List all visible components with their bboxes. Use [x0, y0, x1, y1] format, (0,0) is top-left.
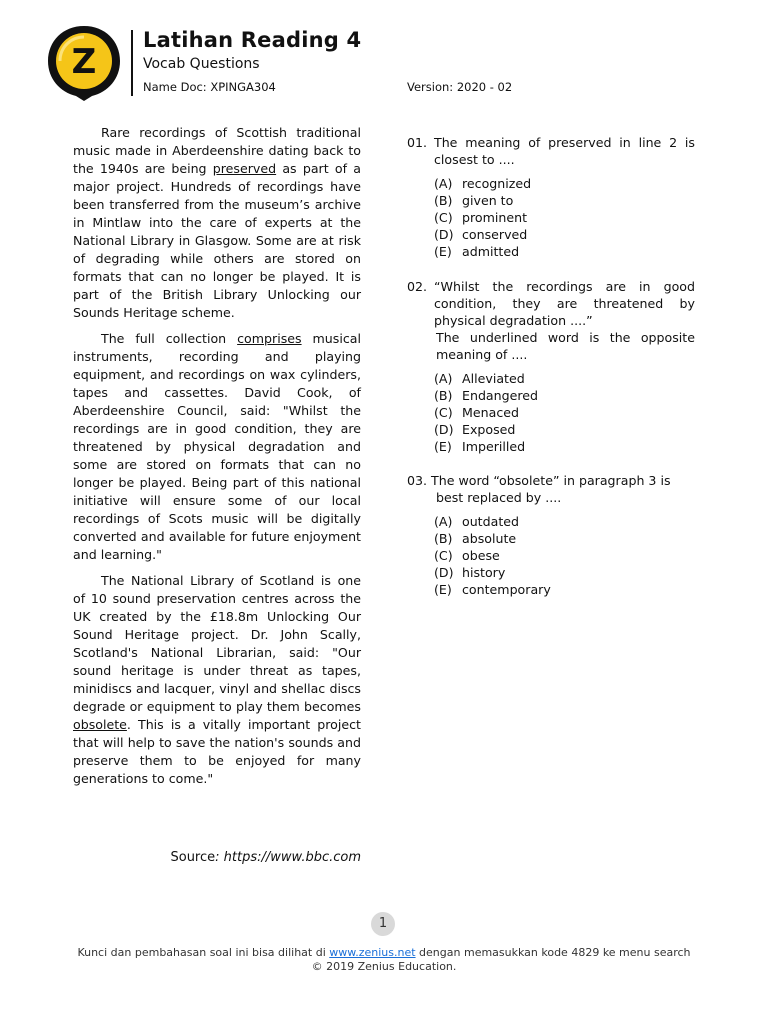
- page-number-badge: 1: [371, 912, 395, 936]
- header-divider: [131, 30, 133, 96]
- question-stem: “Whilst the recordings are in good condition, they are threatened by physical degradation ....”: [434, 279, 695, 328]
- underlined-word-comprises: comprises: [237, 331, 302, 346]
- logo-letter: Z: [71, 42, 97, 82]
- option-e[interactable]: (E) contemporary: [434, 582, 551, 597]
- option-d[interactable]: (D) conserved: [434, 227, 528, 242]
- underlined-word-obsolete: obsolete: [73, 717, 127, 732]
- copyright: © 2019 Zenius Education.: [311, 960, 457, 973]
- zenius-link[interactable]: www.zenius.net: [329, 946, 416, 959]
- question-note: The underlined word is the opposite meaning of ....: [436, 330, 695, 362]
- question-number: 02.: [407, 279, 428, 294]
- doc-name: Name Doc: XPINGA304: [143, 80, 276, 94]
- source-url: : https://www.bbc.com: [215, 850, 361, 865]
- option-c[interactable]: (C) obese: [434, 548, 500, 563]
- option-a[interactable]: (A) recognized: [434, 176, 532, 191]
- answer-options: [434, 175, 695, 260]
- question-2: [407, 278, 695, 455]
- option-e[interactable]: (E) Imperilled: [434, 439, 526, 454]
- footer-note: Kunci dan pembahasan soal ini bisa dilihat di www.zenius.net dengan memasukkan kode 4829 ke menu search: [77, 946, 691, 959]
- passage-source: Source: https://www.bbc.com: [170, 850, 361, 865]
- option-b[interactable]: (B) given to: [434, 193, 514, 208]
- passage-paragraph-2: The full collection comprises musical instruments, recording and playing equipment, and recordings on wax cylinders, tapes and cassettes. David Cook, of Aberdeenshire Council, said: "Whilst the recordings are in good condition, they are threatened by physical degradation and some are stored on formats that can no longer be played. Being part of this national initiative will ensure some of our local recordings of Scots music will be digitally converted and available for future enjoyment and learning.": [73, 331, 361, 562]
- underlined-word-preserved: preserved: [212, 161, 277, 176]
- option-a[interactable]: (A) Alleviated: [434, 371, 525, 386]
- option-b[interactable]: (B) absolute: [434, 531, 517, 546]
- question-number: 03.: [407, 473, 428, 488]
- passage-paragraph-3: The National Library of Scotland is one of 10 sound preservation centres across the UK created by the £18.8m Unlocking Our Sound Heritage project. Dr. John Scally, Scotland's National Librarian, said: "Our sound heritage is under threat as tapes, minidiscs and lacquer, vinyl and shellac discs degrade or equipment to play them becomes obsolete. This is a vitally important project that will help to save the nation's sounds and preserve them to be enjoyed for many generations to come.": [73, 573, 361, 786]
- page-subtitle: Vocab Questions: [143, 56, 260, 72]
- question-number: 01.: [407, 135, 428, 150]
- passage-paragraph-1: Rare recordings of Scottish traditional music made in Aberdeenshire dating back to the 1940s are being preserved as part of a major project. Hundreds of recordings have been transferred from the museum’s archive in Mintlaw into the care of experts at the National Library in Glasgow. Some are at risk of degrading while others are stored on formats that can no longer be played. It is part of the British Library Unlocking our Sounds Heritage scheme.: [73, 125, 361, 320]
- page-title: Latihan Reading 4: [143, 28, 362, 52]
- question-stem: 03. The word “obsolete” in paragraph 3 is best replaced by ....: [407, 473, 671, 505]
- option-e[interactable]: (E) admitted: [434, 244, 520, 259]
- option-b[interactable]: (B) Endangered: [434, 388, 539, 403]
- answer-options: [434, 513, 695, 598]
- option-c[interactable]: (C) Menaced: [434, 405, 519, 420]
- doc-version: Version: 2020 - 02: [407, 80, 513, 94]
- question-1: [407, 134, 695, 260]
- option-d[interactable]: (D) Exposed: [434, 422, 516, 437]
- zenius-logo-icon: [46, 24, 122, 102]
- option-a[interactable]: (A) outdated: [434, 514, 520, 529]
- question-stem: The meaning of preserved in line 2 is closest to ....: [434, 135, 695, 167]
- answer-options: [434, 370, 695, 455]
- option-d[interactable]: (D) history: [434, 565, 506, 580]
- reading-passage: [73, 124, 361, 796]
- option-c[interactable]: (C) prominent: [434, 210, 528, 225]
- question-3: [407, 472, 695, 598]
